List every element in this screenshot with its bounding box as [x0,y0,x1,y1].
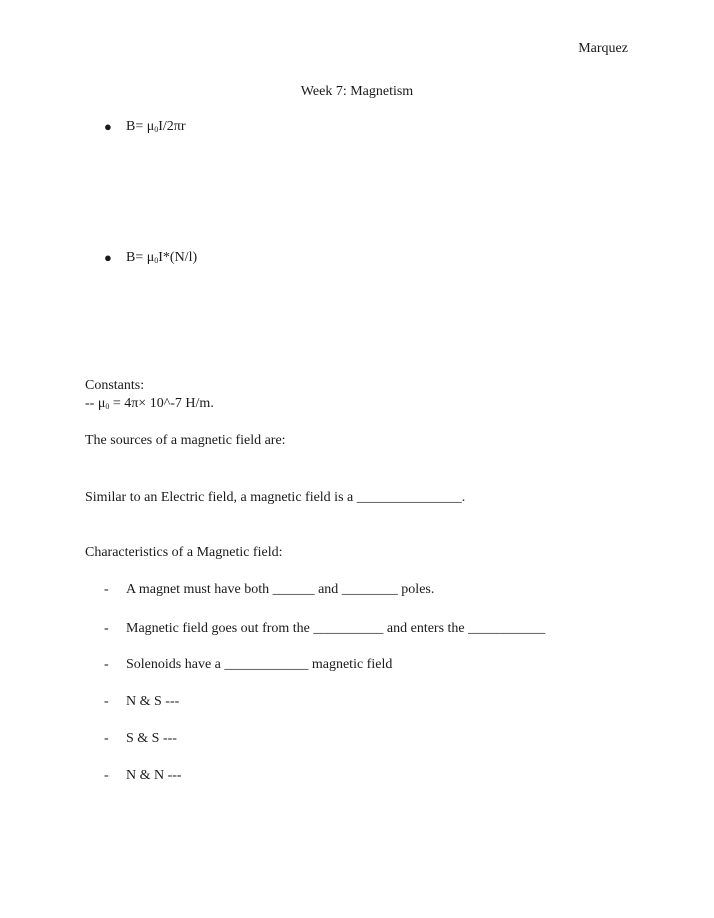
list-item: S & S --- [126,731,177,746]
list-dash: - [104,657,109,672]
list-dash: - [104,582,109,597]
bullet-dot-icon: ● [104,119,112,134]
equation-subscript: 0 [154,125,159,134]
mu-prefix: -- μ [85,396,106,411]
constants-heading: Constants: [85,378,145,393]
mu-value: = 4π× 10^-7 H/m. [109,396,214,411]
equation-solenoid [126,249,197,267]
list-dash: - [104,731,109,746]
equation-subscript: 0 [154,256,159,265]
author-name: Marquez [578,41,628,56]
equation-straight-wire [126,118,186,136]
equation-prefix: B= μ [126,250,155,265]
equation-suffix: I*(N/l) [158,250,198,265]
equation-prefix: B= μ [126,119,155,134]
list-dash: - [104,694,109,709]
bullet-dot-icon: ● [104,250,112,265]
mu-constant-line [85,395,214,413]
list-item: N & N --- [126,768,182,783]
characteristics-heading: Characteristics of a Magnetic field: [85,545,283,560]
similar-question: Similar to an Electric field, a magnetic field is a _______________. [85,490,466,505]
list-dash: - [104,768,109,783]
list-dash: - [104,621,109,636]
list-item: A magnet must have both ______ and ________ poles. [126,582,435,597]
page-title: Week 7: Magnetism [300,84,414,99]
equation-suffix: I/2πr [158,119,186,134]
list-item: N & S --- [126,694,180,709]
sources-question: The sources of a magnetic field are: [85,433,286,448]
mu-subscript: 0 [105,402,110,411]
list-item: Solenoids have a ____________ magnetic field [126,657,393,672]
list-item: Magnetic field goes out from the __________ and enters the ___________ [126,621,546,636]
